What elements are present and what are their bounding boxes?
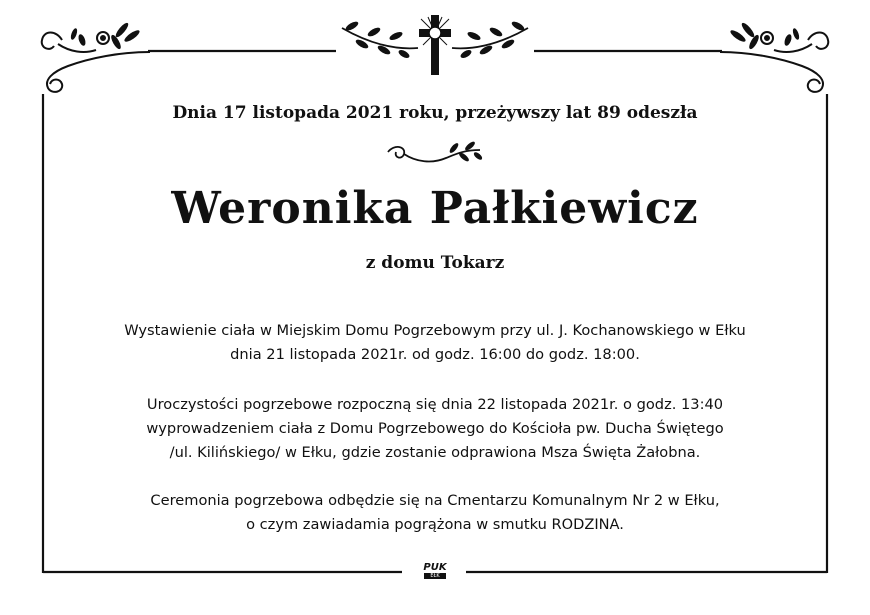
deceased-name: Weronika Pałkiewicz bbox=[171, 183, 699, 234]
company-logo bbox=[418, 563, 452, 579]
funeral-ceremony-paragraph bbox=[0, 393, 870, 465]
ceremony-line: /ul. Kilińskiego/ w Ełku, gdzie zostanie odprawiona Msza Święta Żałobna. bbox=[169, 444, 701, 461]
corner-flourish-right-icon bbox=[720, 32, 828, 92]
leaf-divider-icon bbox=[384, 140, 486, 176]
logo-text: PUK bbox=[423, 562, 447, 573]
corner-flourish-left-icon bbox=[42, 32, 150, 92]
logo-subtext: EŁK bbox=[424, 573, 446, 579]
ceremony-line: wyprowadzeniem ciała z Domu Pogrzebowego do Kościoła pw. Ducha Świętego bbox=[146, 420, 724, 437]
laurel-branch-left-icon bbox=[342, 28, 418, 48]
leaf-sprig-left-icon bbox=[70, 21, 141, 50]
cross-icon bbox=[419, 15, 451, 75]
burial-paragraph bbox=[0, 489, 870, 537]
burial-line: Ceremonia pogrzebowa odbędzie się na Cmentarzu Komunalnym Nr 2 w Ełku, bbox=[150, 492, 720, 509]
laurel-branch-right-icon bbox=[452, 28, 528, 48]
death-announcement: Dnia 17 listopada 2021 roku, przeżywszy lat 89 odeszła bbox=[172, 103, 698, 123]
burial-line: o czym zawiadamia pogrążona w smutku RODZINA. bbox=[246, 516, 624, 533]
viewing-line: dnia 21 listopada 2021r. od godz. 16:00 do godz. 18:00. bbox=[230, 346, 640, 363]
ceremony-line: Uroczystości pogrzebowe rozpoczną się dnia 22 listopada 2021r. o godz. 13:40 bbox=[146, 396, 724, 413]
maiden-name: z domu Tokarz bbox=[365, 253, 505, 273]
leaf-sprig-right-icon bbox=[729, 21, 800, 50]
viewing-paragraph bbox=[0, 319, 870, 367]
viewing-line: Wystawienie ciała w Miejskim Domu Pogrzebowym przy ul. J. Kochanowskiego w Ełku bbox=[124, 322, 746, 339]
